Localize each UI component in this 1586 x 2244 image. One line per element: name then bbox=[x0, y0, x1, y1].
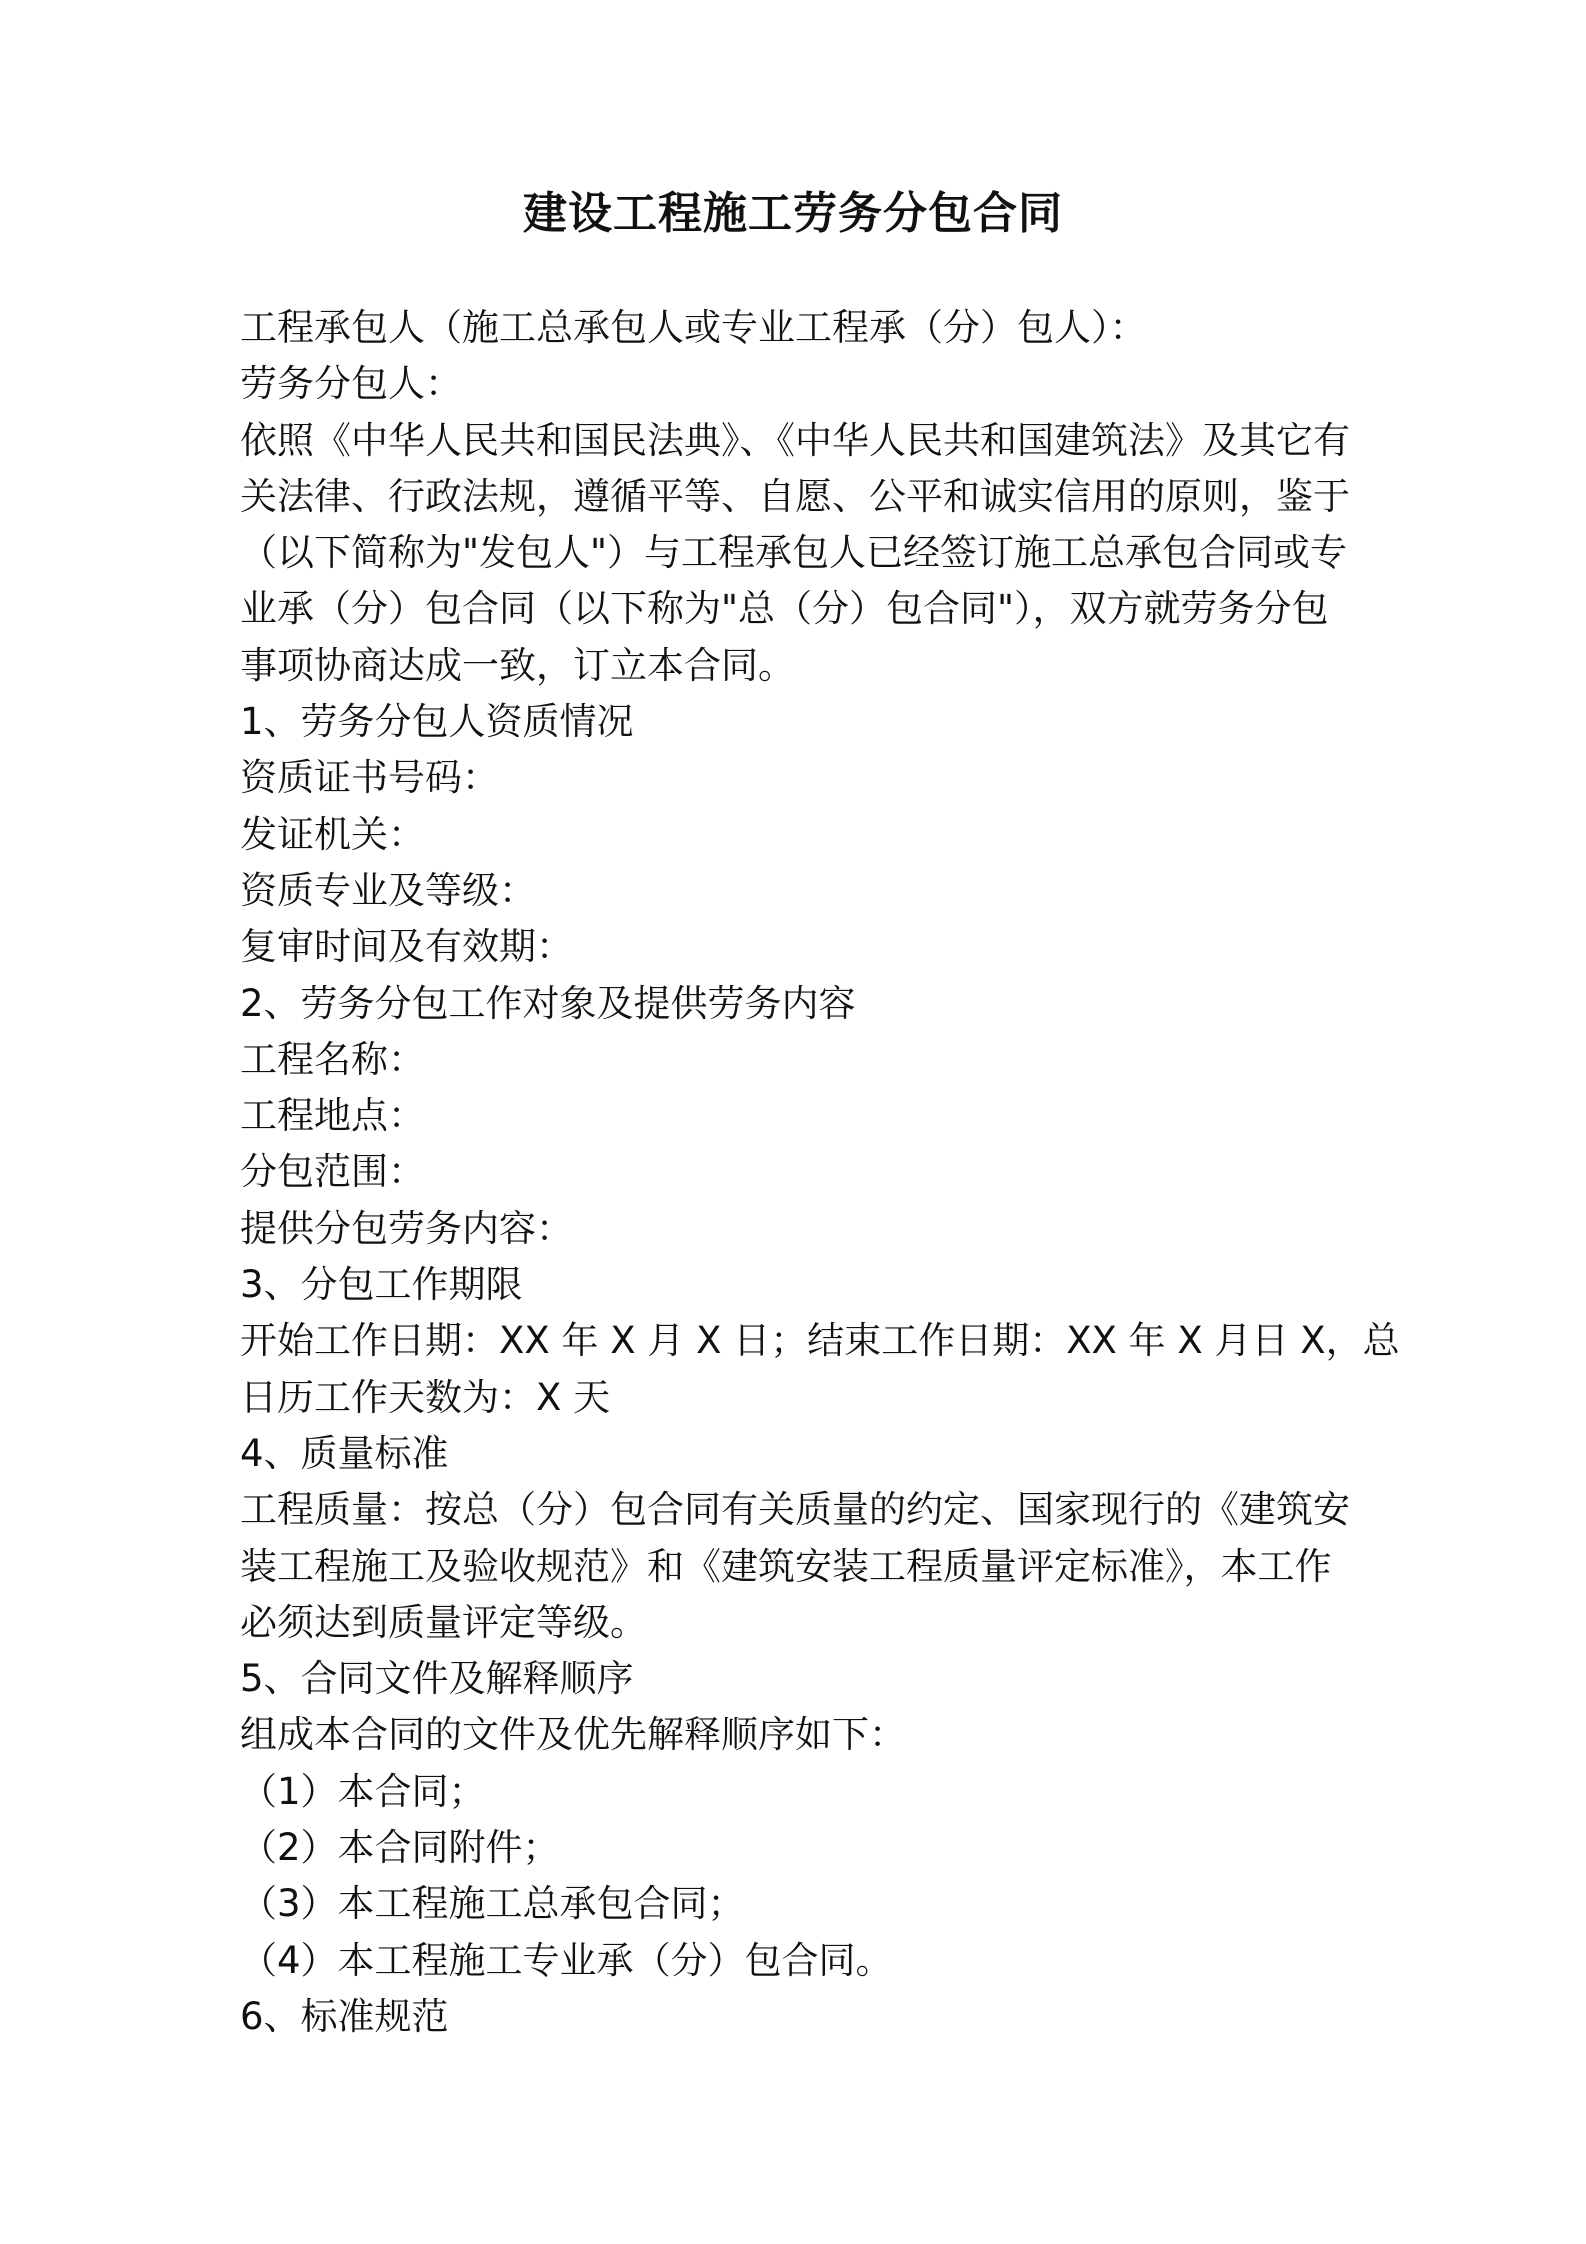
paragraph-line: 组成本合同的文件及优先解释顺序如下： bbox=[240, 1713, 906, 1757]
field-label: 发证机关： bbox=[240, 812, 425, 856]
field-label: 资质专业及等级： bbox=[240, 868, 536, 912]
paragraph-line: 依照《中华人民共和国民法典》、《中华人民共和国建筑法》及其它有 bbox=[240, 418, 1350, 462]
paragraph-line: 装工程施工及验收规范》和《建筑安装工程质量评定标准》，本工作 bbox=[240, 1544, 1332, 1588]
paragraph-line: 工程承包人（施工总承包人或专业工程承（分）包人）： bbox=[240, 306, 1147, 349]
section-heading: 4、质量标准 bbox=[240, 1431, 449, 1475]
paragraph-line: （以下简称为"发包人"）与工程承包人已经签订施工总承包合同或专 bbox=[240, 531, 1348, 575]
paragraph-line: 事项协商达成一致，订立本合同。 bbox=[240, 643, 795, 687]
document-title: 建设工程施工劳务分包合同 bbox=[523, 188, 1063, 239]
field-label: 提供分包劳务内容： bbox=[240, 1206, 573, 1250]
field-label: 工程名称： bbox=[240, 1037, 425, 1081]
list-item: （1）本合同； bbox=[240, 1769, 486, 1813]
section-heading: 6、标准规范 bbox=[240, 1994, 449, 2038]
field-label: 分包范围： bbox=[240, 1150, 425, 1194]
list-item: （4）本工程施工专业承（分）包合同。 bbox=[240, 1938, 893, 1982]
section-heading: 5、合同文件及解释顺序 bbox=[240, 1657, 634, 1701]
section-heading: 2、劳务分包工作对象及提供劳务内容 bbox=[240, 981, 856, 1025]
paragraph-line: 关法律、行政法规，遵循平等、自愿、公平和诚实信用的原则，鉴于 bbox=[240, 474, 1350, 518]
paragraph-line: 业承（分）包合同（以下称为"总（分）包合同"），双方就劳务分包 bbox=[240, 587, 1329, 631]
section-heading: 1、劳务分包人资质情况 bbox=[240, 700, 634, 744]
section-heading: 3、分包工作期限 bbox=[240, 1263, 523, 1307]
list-item: （2）本合同附件； bbox=[240, 1826, 560, 1870]
field-label: 工程地点： bbox=[240, 1094, 425, 1138]
paragraph-line: 必须达到质量评定等级。 bbox=[240, 1600, 647, 1644]
paragraph-line: 开始工作日期：XX 年 X 月 X 日；结束工作日期：XX 年 X 月日 X，总 bbox=[240, 1319, 1400, 1363]
list-item: （3）本工程施工总承包合同； bbox=[240, 1882, 745, 1926]
paragraph-line: 工程质量：按总（分）包合同有关质量的约定、国家现行的《建筑安 bbox=[240, 1488, 1350, 1532]
paragraph-line: 日历工作天数为：X 天 bbox=[240, 1375, 611, 1419]
document-body bbox=[240, 300, 1400, 2045]
paragraph-line: 劳务分包人： bbox=[240, 362, 462, 406]
field-label: 复审时间及有效期： bbox=[240, 925, 573, 969]
field-label: 资质证书号码： bbox=[240, 756, 499, 800]
